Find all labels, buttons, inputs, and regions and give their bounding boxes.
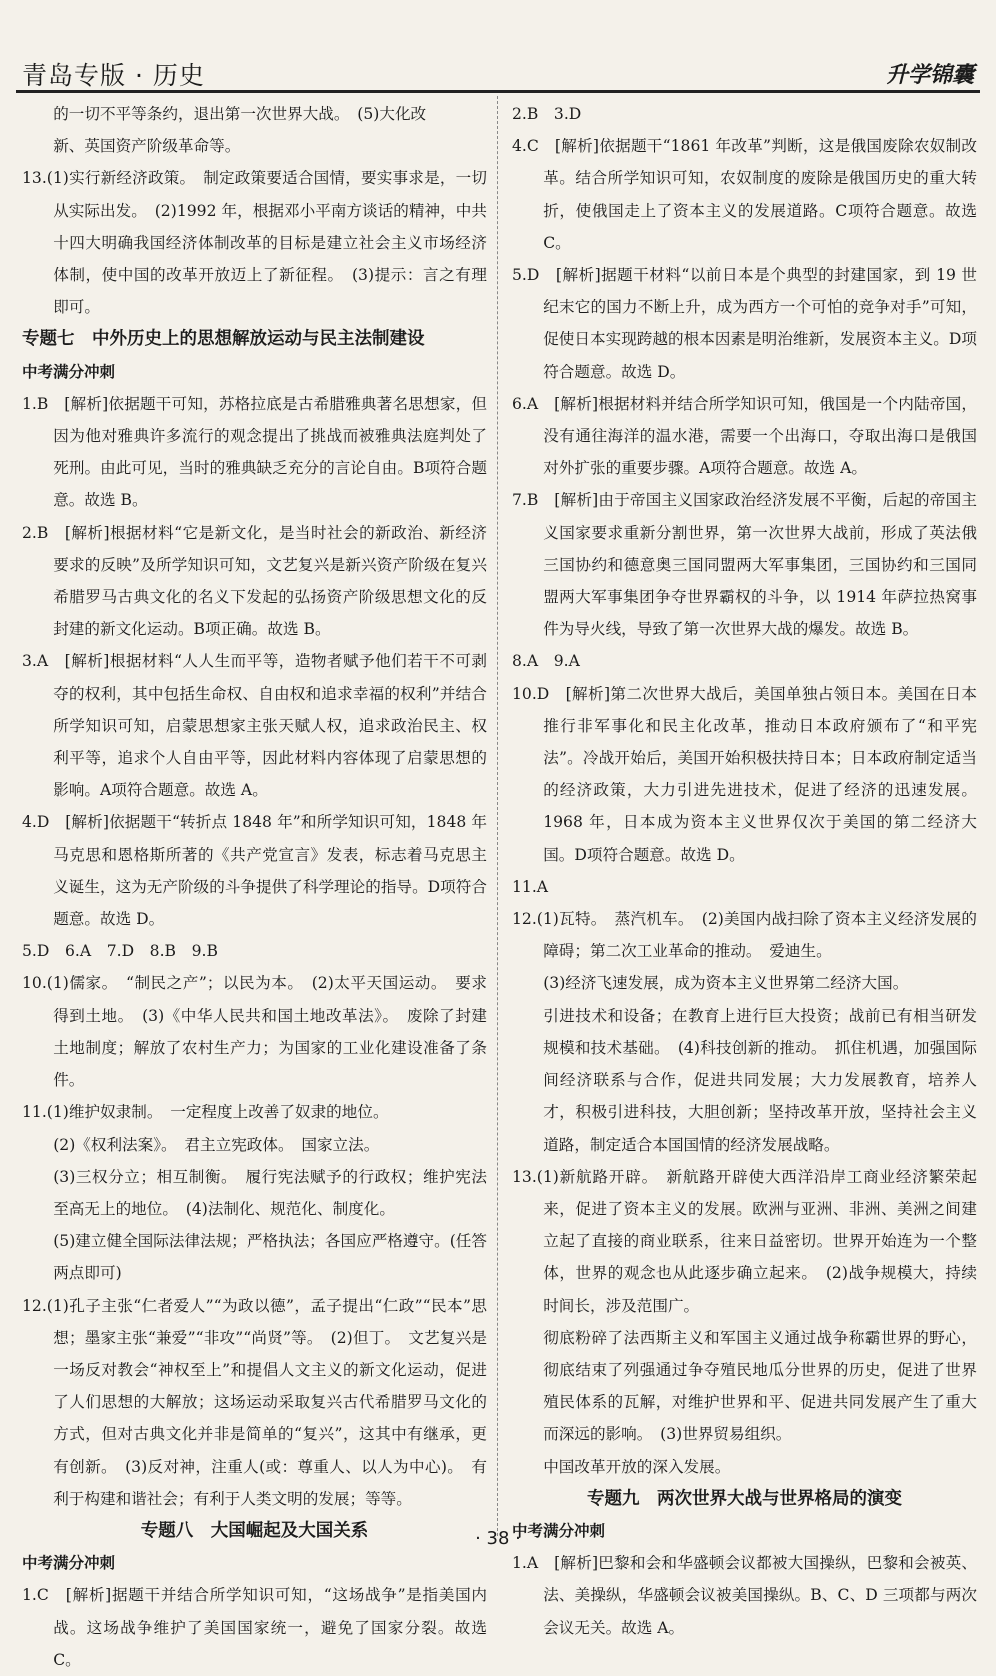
answer-continuation: 彻底粉碎了法西斯主义和军国主义通过战争称霸世界的野心，彻底结束了列强通过争夺殖民地瓜分世界的历史，促进了世界殖民体系的瓦解，对维护世界和平、促进共同发展产生了重大而深远的影响。 (3)世界贸易组织。 (543, 1328, 977, 1444)
answer-item: 13.(1)新航路开辟。 新航路开辟使大西洋沿岸工商业经济繁荣起来，促进了资本主义的发展。欧洲与亚洲、非洲、美洲之间建立起了直接的商业联系，往来日益密切。世界开始连为一个整体，世界的观念也从此逐步确立起来。 (2)战争规模大，持续时间长，涉及范围广。 (512, 1167, 977, 1315)
page-header (0, 0, 996, 92)
left-column (22, 98, 487, 1676)
answer-continuation: (5)建立健全国际法律法规；严格执法；各国应严格遵守。(任答两点即可) (53, 1232, 487, 1283)
answer-continuation: 的一切不平等条约，退出第一次世界大战。 (5)大化改 (53, 105, 427, 123)
column-divider (497, 96, 498, 1536)
answer-continuation: 中国改革开放的深入发展。 (543, 1457, 731, 1476)
header-rule (16, 90, 980, 93)
subsection-heading: 中考满分冲刺 (22, 362, 116, 381)
answer-item: 4.D [解析]依据题干“转折点 1848 年”和所学知识可知，1848 年马克思和恩格斯所著的《共产党宣言》发表，标志着马克思主义诞生，这为无产阶级的斗争提供了科学理论的指导。D项符合题意。故选 D。 (22, 813, 487, 929)
answer-item: 8.A 9.A (512, 652, 580, 671)
right-column (512, 98, 977, 1644)
section-heading: 专题七 中外历史上的思想解放运动与民主法制建设 (22, 329, 425, 350)
answer-item: 1.B [解析]依据题干可知，苏格拉底是古希腊雅典著名思想家，但因为他对雅典许多流行的观念提出了挑战而被雅典法庭判处了死刑。由此可见，当时的雅典缺乏充分的言论自由。B项符合题意。故选 B。 (22, 394, 487, 510)
answer-item: 5.D 6.A 7.D 8.B 9.B (22, 942, 218, 961)
subsection-heading: 中考满分冲刺 (22, 1554, 116, 1573)
brand-title: 升学锦囊 (885, 63, 974, 88)
answer-continuation: 新、英国资产阶级革命等。 (53, 137, 241, 156)
answer-item: 7.B [解析]由于帝国主义国家政治经济发展不平衡，后起的帝国主义国家要求重新分割世界，第一次世界大战前，形成了英法俄三国协约和德意奥三国同盟两大军事集团，三国协约和三国同盟两大军事集团争夺世界霸权的斗争，以 1914 年萨拉热窝事件为导火线，导致了第一次世界大战的爆发。故选 B。 (512, 491, 977, 639)
answer-item: 10.(1)儒家。 “制民之产”；以民为本。 (2)太平天国运动。 要求得到土地。 (3)《中华人民共和国土地改革法》。 废除了封建土地制度；解放了农村生产力；为国家的工业化建设准备了条件。 (22, 974, 487, 1090)
answer-item: 11.(1)维护奴隶制。 一定程度上改善了奴隶的地位。 (22, 1103, 389, 1122)
answer-continuation: (3)三权分立；相互制衡。 履行宪法赋予的行政权；维护宪法至高无上的地位。 (4)法制化、规范化、制度化。 (53, 1167, 487, 1218)
subsection-heading: 中考满分冲刺 (512, 1521, 606, 1540)
answer-continuation: (2)《权利法案》。 君主立宪政体。 国家立法。 (53, 1135, 380, 1154)
answer-item: 4.C [解析]依据题干“1861 年改革”判断，这是俄国废除农奴制改革。结合所学知识可知，农奴制度的废除是俄国历史的重大转折，使俄国走上了资本主义的发展道路。C项符合题意。故选 C。 (512, 137, 977, 252)
answer-item: 5.D [解析]据题干材料“以前日本是个典型的封建国家，到 19 世纪末它的国力不断上升，成为西方一个可怕的竞争对手”可知，促使日本实现跨越的根本因素是明治维新，发展资本主义。D项符合题意。故选 D。 (512, 266, 977, 381)
answer-continuation: 引进技术和设备；在教育上进行巨大投资；战前已有相当研发规模和技术基础。 (4)科技创新的推动。 抓住机遇，加强国际间经济联系与合作，促进共同发展；大力发展教育，培养人才，积极引进科技，大胆创新；坚持改革开放，坚持社会主义道路，制定适合本国国情的经济发展战略。 (543, 1006, 977, 1154)
book-series-title: 青岛专版 · 历史 (22, 61, 205, 90)
answer-item: 1.C [解析]据题干并结合所学知识可知，“这场战争”是指美国内战。这场战争维护了美国国家统一，避免了国家分裂。故选 C。 (22, 1586, 487, 1669)
page-number: · 38 · (475, 1528, 521, 1549)
answer-item: 10.D [解析]第二次世界大战后，美国单独占领日本。美国在日本推行非军事化和民主化改革，推动日本政府颁布了“和平宪法”。冷战开始后，美国开始积极扶持日本；日本政府制定适当的经济政策，大力引进先进技术，促进了经济的迅速发展。1968 年，日本成为资本主义世界仅次于美国的第二经济大国。D项符合题意。故选 D。 (512, 684, 977, 864)
answer-item: 2.B 3.D (512, 105, 582, 123)
answer-item: 1.A [解析]巴黎和会和华盛顿会议都被大国操纵，巴黎和会被英、法、美操纵，华盛顿会议被美国操纵。B、C、D 三项都与两次会议无关。故选 A。 (512, 1554, 977, 1637)
answer-item: 3.A [解析]根据材料“人人生而平等，造物者赋予他们若干不可剥夺的权利，其中包括生命权、自由权和追求幸福的权利”并结合所学知识可知，启蒙思想家主张天赋人权，追求政治民主、权利平等，追求个人自由平等，因此材料内容体现了启蒙思想的影响。A项符合题意。故选 A。 (22, 652, 487, 800)
answer-continuation: (3)经济飞速发展，成为资本主义世界第二经济大国。 (543, 974, 909, 993)
answer-item: 13.(1)实行新经济政策。 制定政策要适合国情，要实事求是，一切从实际出发。 (2)1992 年，根据邓小平南方谈话的精神，中共十四大明确我国经济体制改革的目标是建立社会主义市场经济体制，使中国的改革开放迈上了新征程。 (3)提示：言之有理即可。 (22, 169, 487, 317)
answer-item: 2.B [解析]根据材料“它是新文化，是当时社会的新政治、新经济要求的反映”及所学知识可知，文艺复兴是新兴资产阶级在复兴希腊罗马古典文化的名义下发起的弘扬资产阶级思想文化的反封建的新文化运动。B项正确。故选 B。 (22, 523, 487, 639)
answer-item: 12.(1)孔子主张“仁者爱人”“为政以德”，孟子提出“仁政”“民本”思想；墨家主张“兼爱”“非攻”“尚贤”等。 (2)但丁。 文艺复兴是一场反对教会“神权至上”和提倡人文主义的新文化运动，促进了人们思想的大解放；这场运动采取复兴古代希腊罗马文化的方式，但对古典文化并非是简单的“复兴”，这其中有继承，更有创新。 (3)反对神，注重人(或：尊重人、以人为中心)。 有利于构建和谐社会；有利于人类文明的发展；等等。 (22, 1296, 487, 1508)
answer-item: 12.(1)瓦特。 蒸汽机车。 (2)美国内战扫除了资本主义经济发展的障碍；第二次工业革命的推动。 爱迪生。 (512, 910, 977, 961)
section-heading: 专题九 两次世界大战与世界格局的演变 (587, 1488, 902, 1509)
answer-item: 6.A [解析]根据材料并结合所学知识可知，俄国是一个内陆帝国，没有通往海洋的温水港，需要一个出海口，夺取出海口是俄国对外扩张的重要步骤。A项符合题意。故选 A。 (512, 394, 977, 478)
answer-item: 11.A (512, 877, 549, 896)
section-heading: 专题八 大国崛起及大国关系 (140, 1520, 369, 1541)
